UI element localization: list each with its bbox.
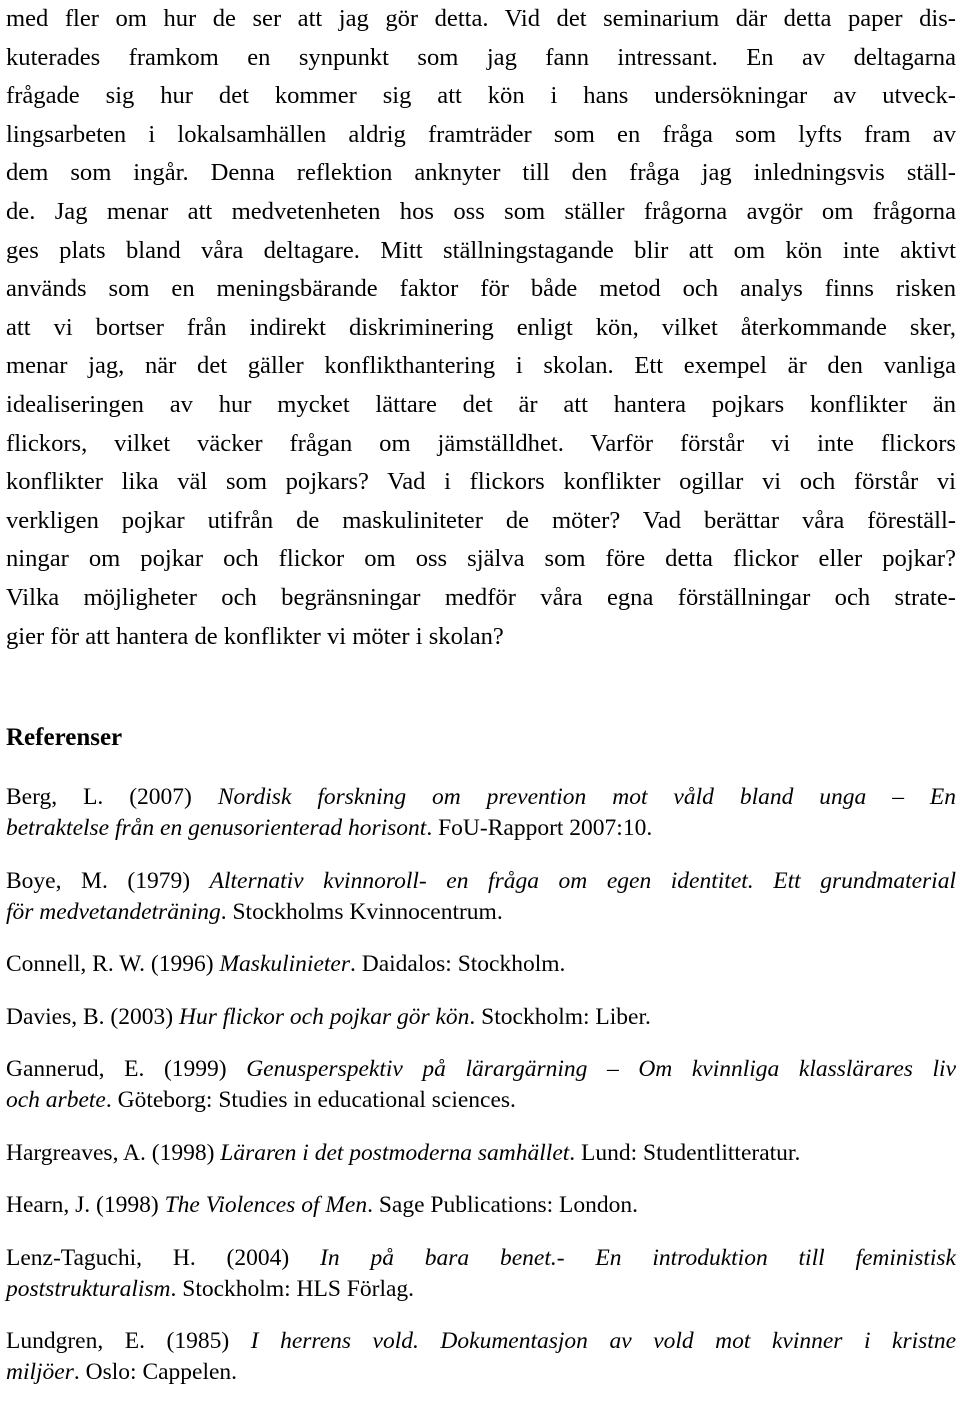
reference-author-year: Gannerud, E. (1999) — [6, 1056, 247, 1082]
reference-title: Läraren i det postmoderna samhället — [220, 1139, 570, 1166]
paragraph-line: flickors, vilket väcker frågan om jämställdhet. Varför förstår vi inte flickors — [6, 429, 956, 457]
document-page — [6, 0, 956, 1385]
reference-title: I herrens vold. Dokumentasjon av vold mot kvinner i kristne — [250, 1328, 956, 1354]
reference-publisher: . Stockholm: HLS Förlag. — [170, 1275, 415, 1302]
paragraph-line: kuterades framkom en synpunkt som jag fann intressant. En av deltagarna — [6, 43, 956, 71]
reference-list — [6, 782, 956, 1410]
reference-publisher: . Daidalos: Stockholm. — [350, 951, 566, 977]
reference-continuation-line — [6, 897, 956, 928]
reference-title: poststrukturalism — [6, 1275, 171, 1302]
reference-author-year: Lundgren, E. (1985) — [6, 1328, 251, 1354]
reference-author-year: Lenz-Taguchi, H. (2004) — [6, 1244, 321, 1271]
paragraph-line: med fler om hur de ser att jag gör detta. Vid det seminarium där detta paper dis- — [6, 5, 956, 32]
reference-first-line — [6, 1190, 956, 1221]
reference-author-year: Davies, B. (2003) — [6, 1003, 179, 1030]
reference-first-line — [6, 1054, 956, 1085]
reference-author-year: Hearn, J. (1998) — [6, 1192, 165, 1218]
reference-title: miljöer — [6, 1359, 74, 1385]
paragraph-line: menar jag, när det gäller konflikthantering i skolan. Ett exempel är den vanliga — [6, 352, 956, 380]
paragraph-line: frågade sig hur det kommer sig att kön i hans undersökningar av utveck- — [6, 82, 956, 110]
reference-first-line — [6, 1138, 956, 1169]
reference-title: Alternativ kvinnoroll- en fråga om egen identitet. Ett grundmaterial — [209, 867, 956, 894]
reference-publisher: . Stockholms Kvinnocentrum. — [220, 898, 503, 925]
paragraph-line: dem som ingår. Denna reflektion anknyter till den fråga jag inledningsvis ställ- — [6, 159, 956, 187]
paragraph-line: lingsarbeten i lokalsamhällen aldrig framträder som en fråga som lyfts fram av — [6, 120, 956, 148]
reference-publisher: . Lund: Studentlitteratur. — [569, 1139, 801, 1166]
reference-title: In på bara benet.- En introduktion till feministisk — [320, 1244, 956, 1271]
reference-publisher: . Oslo: Cappelen. — [73, 1359, 238, 1385]
reference-continuation-line — [6, 1085, 956, 1116]
reference-first-line — [6, 866, 956, 897]
reference-first-line — [6, 949, 956, 980]
paragraph-line: används som en meningsbärande faktor för både metod och analys finns risken — [6, 275, 956, 303]
references-heading: Referenser — [6, 724, 123, 751]
reference-entry — [6, 782, 956, 844]
reference-entry — [6, 1054, 956, 1116]
reference-title: Hur flickor och pojkar gör kön — [178, 1003, 470, 1030]
paragraph-line: gier för att hantera de konflikter vi möter i skolan? — [6, 622, 504, 650]
reference-continuation-line — [6, 813, 956, 844]
reference-title: och arbete — [6, 1087, 106, 1113]
reference-author-year: Hargreaves, A. (1998) — [6, 1139, 221, 1166]
reference-title: för medvetandeträning — [6, 898, 221, 925]
reference-first-line — [6, 782, 956, 813]
reference-entry — [6, 1138, 956, 1169]
body-paragraph — [6, 0, 956, 656]
reference-author-year: Berg, L. (2007) — [6, 784, 218, 810]
reference-first-line — [6, 1326, 956, 1357]
paragraph-line: verkligen pojkar utifrån de maskuliniteter de möter? Vad berättar våra föreställ- — [6, 506, 956, 534]
paragraph-line: att vi bortser från indirekt diskriminering enligt kön, vilket återkommande sker, — [6, 313, 956, 341]
reference-publisher: . Stockholm: Liber. — [469, 1003, 651, 1030]
paragraph-line: Vilka möjligheter och begränsningar medför våra egna förställningar och strate- — [6, 583, 956, 611]
reference-publisher: . FoU-Rapport 2007:10. — [426, 815, 653, 841]
reference-entry — [6, 1002, 956, 1033]
reference-title: betraktelse från en genusorienterad horisont — [6, 815, 427, 841]
reference-title: Nordisk forskning om prevention mot våld bland unga – En — [217, 784, 956, 810]
reference-first-line — [6, 1002, 956, 1033]
reference-title: Maskulinieter — [219, 951, 350, 977]
paragraph-line: ningar om pojkar och flickor om oss själva som före detta flickor eller pojkar? — [6, 545, 956, 573]
reference-continuation-line — [6, 1357, 956, 1388]
paragraph-line: konflikter lika väl som pojkars? Vad i flickors konflikter ogillar vi och förstår vi — [6, 468, 956, 496]
reference-publisher: . Göteborg: Studies in educational sciences. — [105, 1087, 516, 1113]
reference-entry — [6, 949, 956, 980]
paragraph-line: idealiseringen av hur mycket lättare det är att hantera pojkars konflikter än — [6, 390, 956, 418]
reference-publisher: . Sage Publications: London. — [367, 1192, 638, 1218]
reference-entry — [6, 1326, 956, 1388]
reference-entry — [6, 866, 956, 928]
reference-author-year: Boye, M. (1979) — [6, 867, 210, 894]
reference-entry — [6, 1243, 956, 1305]
paragraph-line: ges plats bland våra deltagare. Mitt ställningstagande blir att om kön inte aktivt — [6, 236, 956, 264]
paragraph-line: de. Jag menar att medvetenheten hos oss som ställer frågorna avgör om frågorna — [6, 197, 956, 225]
reference-author-year: Connell, R. W. (1996) — [6, 951, 220, 977]
reference-title: Genusperspektiv på lärargärning – Om kvinnliga klasslärares liv — [246, 1056, 956, 1082]
reference-first-line — [6, 1243, 956, 1274]
reference-entry — [6, 1190, 956, 1221]
reference-continuation-line — [6, 1274, 956, 1305]
reference-title: The Violences of Men — [164, 1192, 368, 1218]
